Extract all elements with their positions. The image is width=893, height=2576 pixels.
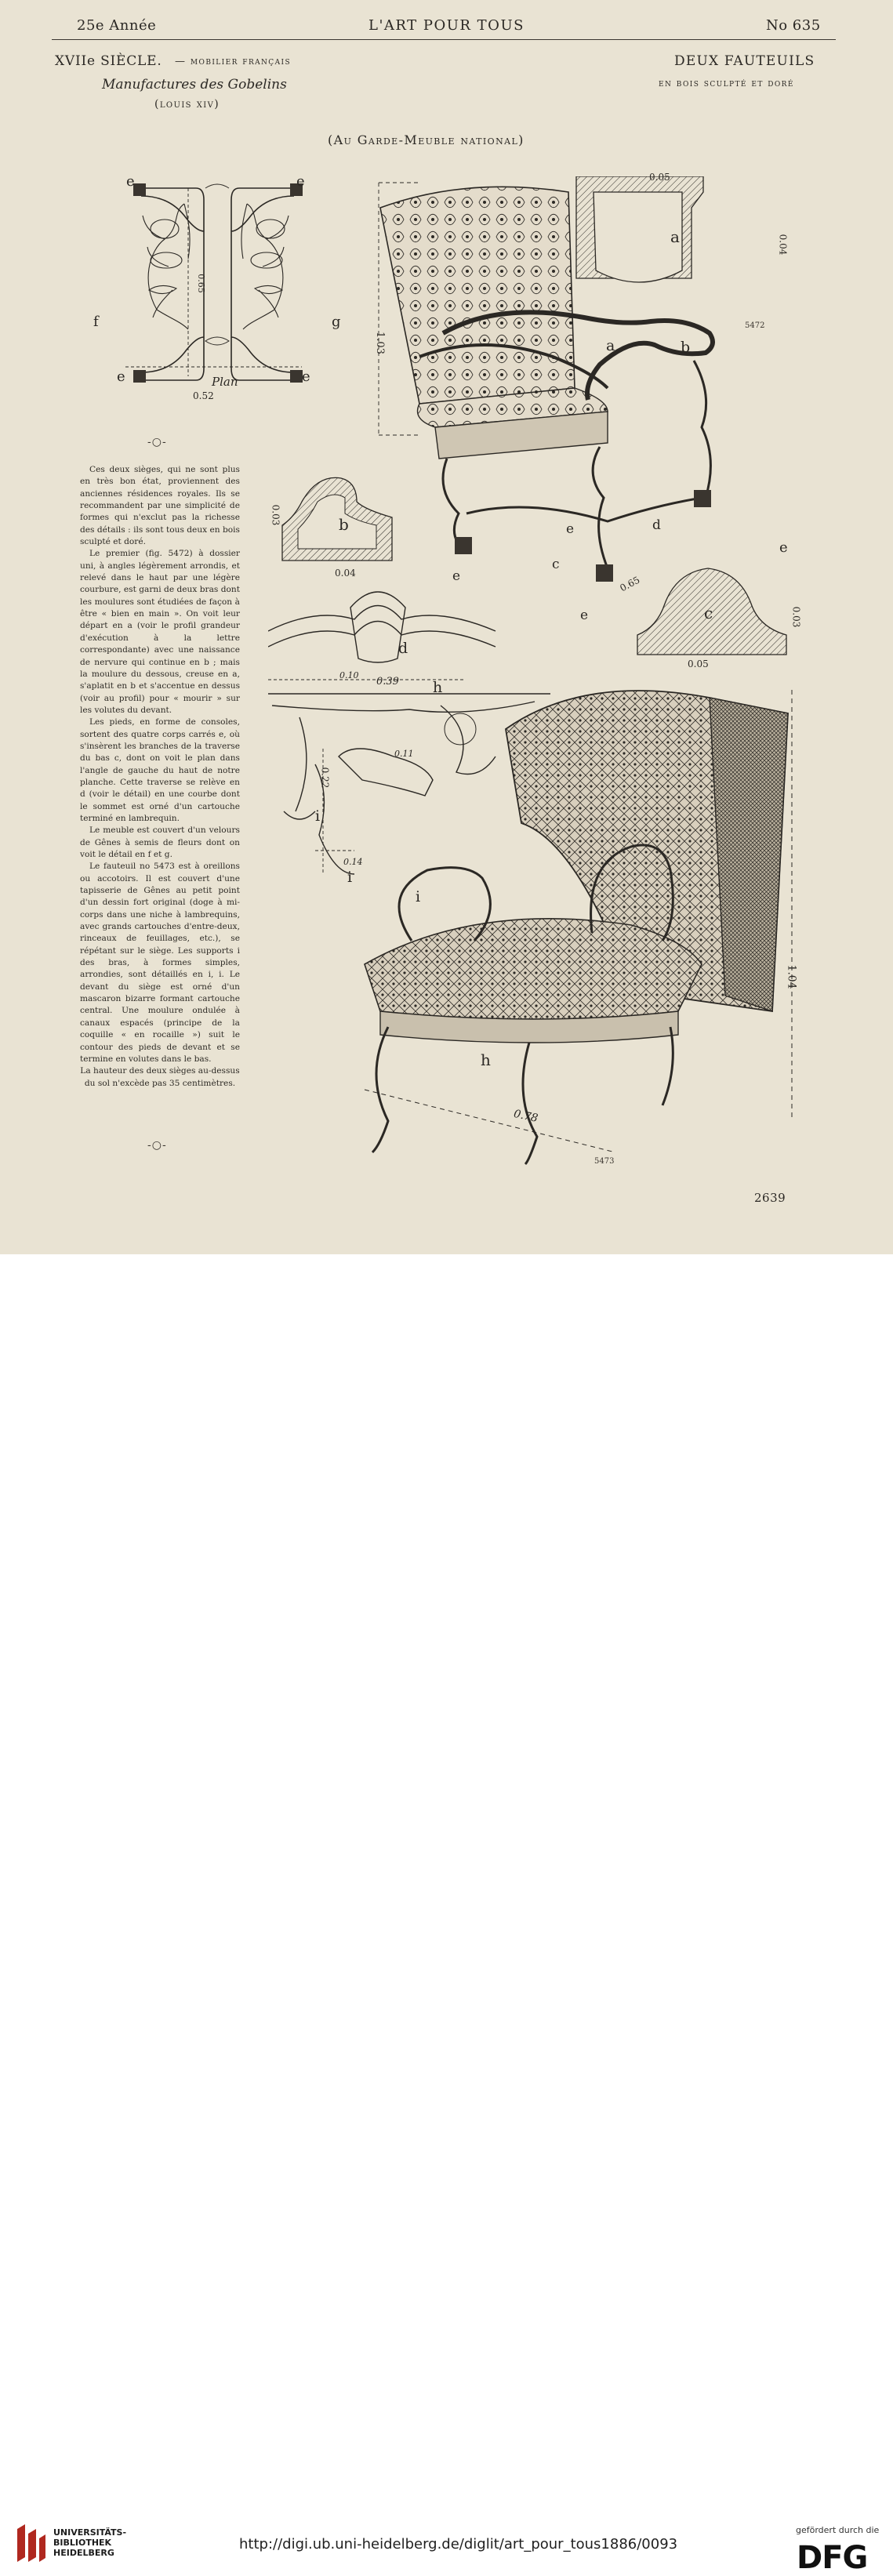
title-reign: (louis xiv): [154, 98, 220, 111]
profile-b-label: b: [339, 515, 349, 534]
paragraph-3: Les pieds, en forme de consoles, sortent des quatre corps carrés e, où s'insèrent les branches de la traverse du bas c, dont on voit le plan dans l'angle de gauche du haut de notre planche. Cette traverse se relève en d (voir le détail) en une courbe dont le sommet est orné d'un cartouche terminé en lambrequin.: [80, 717, 240, 823]
paragraph-1: Ces deux sièges, qui ne sont plus en très bon état, proviennent des anciennes résidences royales. Ils se recommandent par une simplicité de formes qui n'exclut pas la richesse des détails : ils sont tous deux en bois sculpté et doré.: [80, 465, 240, 547]
chair2-height-dimension: 1.04: [785, 964, 798, 989]
detail-label-d: d: [398, 640, 408, 657]
description-text-column: [80, 464, 240, 1090]
chair1-label-e-3: e: [452, 568, 461, 584]
chair1-label-c: c: [552, 557, 560, 572]
caption-fig-5472: 5472: [745, 321, 765, 330]
caption-fig-5473: 5473: [594, 1157, 615, 1166]
paragraph-2: Le premier (fig. 5472) à dossier uni, à angles légèrement arrondis, et relevé dans le haut par une légère courbure, est garni de deux bras dont les moulures sont étudiées de façon à être « bien en main ». On voit leur départ en a (voir le profil grandeur d'exécution à la lettre correspondante) avec une naissance de nervure qui continue en b ; mais la moulure du dessous, creuse en a, s'aplatit en b et s'accentue en dessus (voir au profil) pour « mourir » sur les volutes du devant.: [80, 549, 240, 715]
profile-b-width: 0.04: [335, 568, 356, 579]
ornament-bottom: -○-: [147, 1139, 167, 1152]
header-journal-title: L'ART POUR TOUS: [368, 17, 525, 34]
plate-page: [0, 0, 893, 1254]
detail-dimension-011: 0.11: [394, 749, 414, 759]
profile-a-width: 0.05: [649, 172, 670, 183]
title-object: DEUX FAUTEUILS: [674, 53, 815, 69]
chair1-label-e-2: e: [779, 539, 788, 556]
chair2-label-h: h: [481, 1050, 491, 1069]
chair1-height-dimension: 1.03: [373, 332, 386, 354]
title-material: en bois sculpté et doré: [659, 78, 794, 89]
header-year: 25e Année: [77, 17, 157, 34]
plan-dimension-height: 0.65: [195, 274, 206, 293]
plan-figure: [110, 172, 329, 400]
digitization-footer: [0, 1254, 893, 2576]
library-name: UNIVERSITÄTS- BIBLIOTHEK HEIDELBERG: [53, 2527, 127, 2558]
detail-dimension-010: 0.10: [339, 670, 359, 680]
armchair-5473-illustration: [333, 682, 804, 1168]
paragraph-6: La hauteur des deux sièges au-dessus du sol n'excède pas 35 centimètres.: [80, 1066, 240, 1088]
chair1-label-b: b: [681, 339, 691, 356]
paragraph-4: Le meuble est couvert d'un velours de Gênes à semis de fleurs dont on voit le détail en f et g.: [80, 825, 240, 859]
chair1-diagonal-dimension: 0.65: [618, 574, 642, 594]
header-rule: [52, 39, 836, 40]
paragraph-5: Le fauteuil no 5473 est à oreillons ou accotoirs. Il est couvert d'une tapisserie de Gênes au petit point d'un dessin fort original (doge à mi-corps dans une niche à lambrequins, avec grands cartouches d'entre-deux, rinceaux de feuillages, etc.), se répétant sur le siège. Les supports i des bras, à formes simples, arrondies, sont détaillés en i, i. Le devant du siège est orné d'un mascaron bizarre formant cartouche central. Une moulure ondulée à canaux espacés (principe de la coquille « en rocaille ») suit le contour des pieds de devant et se termine en volutes dans le bas.: [80, 862, 240, 1064]
detail-label-i-2: i: [347, 869, 353, 886]
chair1-label-a: a: [606, 337, 615, 354]
profile-c-label: c: [704, 604, 713, 622]
profile-c-height: 0.03: [790, 606, 802, 628]
chair2-label-i: i: [416, 888, 421, 905]
detail-label-i-1: i: [315, 807, 321, 825]
plan-label-f: f: [93, 314, 99, 330]
profile-a-height: 0.04: [777, 234, 789, 256]
profile-b-section: [278, 470, 396, 564]
title-century: XVIIe SIÈCLE.: [55, 53, 162, 69]
dfg-logo: DFG: [797, 2540, 868, 2576]
title-manufacture: Manufactures des Gobelins: [102, 77, 287, 93]
digital-library-link[interactable]: http://digi.ub.uni-heidelberg.de/diglit/art_pour_tous1886/0093: [239, 2536, 678, 2552]
plan-label-e-bottom-left: e: [117, 368, 125, 385]
title-category: — mobilier français: [175, 56, 292, 67]
armchair-5472-illustration: [372, 176, 796, 631]
sponsor-text: gefördert durch die: [796, 2525, 880, 2535]
profile-c-width: 0.05: [688, 659, 709, 669]
detail-dimension-039: 0.39: [376, 676, 399, 688]
profile-b-height: 0.03: [270, 504, 281, 526]
detail-dimension-022: 0.22: [319, 767, 331, 789]
plan-dimension-width: 0.52: [193, 390, 214, 401]
chair1-label-e-4: e: [580, 608, 589, 623]
detail-label-h: h: [433, 679, 443, 696]
page-number: 2639: [754, 1191, 786, 1205]
chair1-label-d: d: [652, 517, 661, 533]
chair1-label-e-1: e: [566, 521, 575, 537]
plan-label-e-top-right: e: [296, 173, 305, 190]
plan-label-e-bottom-right: e: [302, 368, 310, 385]
detail-dimension-014: 0.14: [343, 857, 363, 867]
chair2-diagonal-dimension: 0.78: [512, 1107, 539, 1126]
subtitle-location: (Au Garde-Meuble national): [328, 132, 525, 147]
ornament-top: -○-: [147, 436, 167, 448]
university-library-logo-icon: [14, 2521, 47, 2565]
profile-a-label: a: [670, 227, 680, 246]
header-issue-number: No 635: [766, 17, 821, 34]
plan-label-g: g: [332, 314, 341, 330]
plan-label-e-top-left: e: [126, 173, 135, 190]
plan-label-plan: Plan: [212, 375, 238, 389]
